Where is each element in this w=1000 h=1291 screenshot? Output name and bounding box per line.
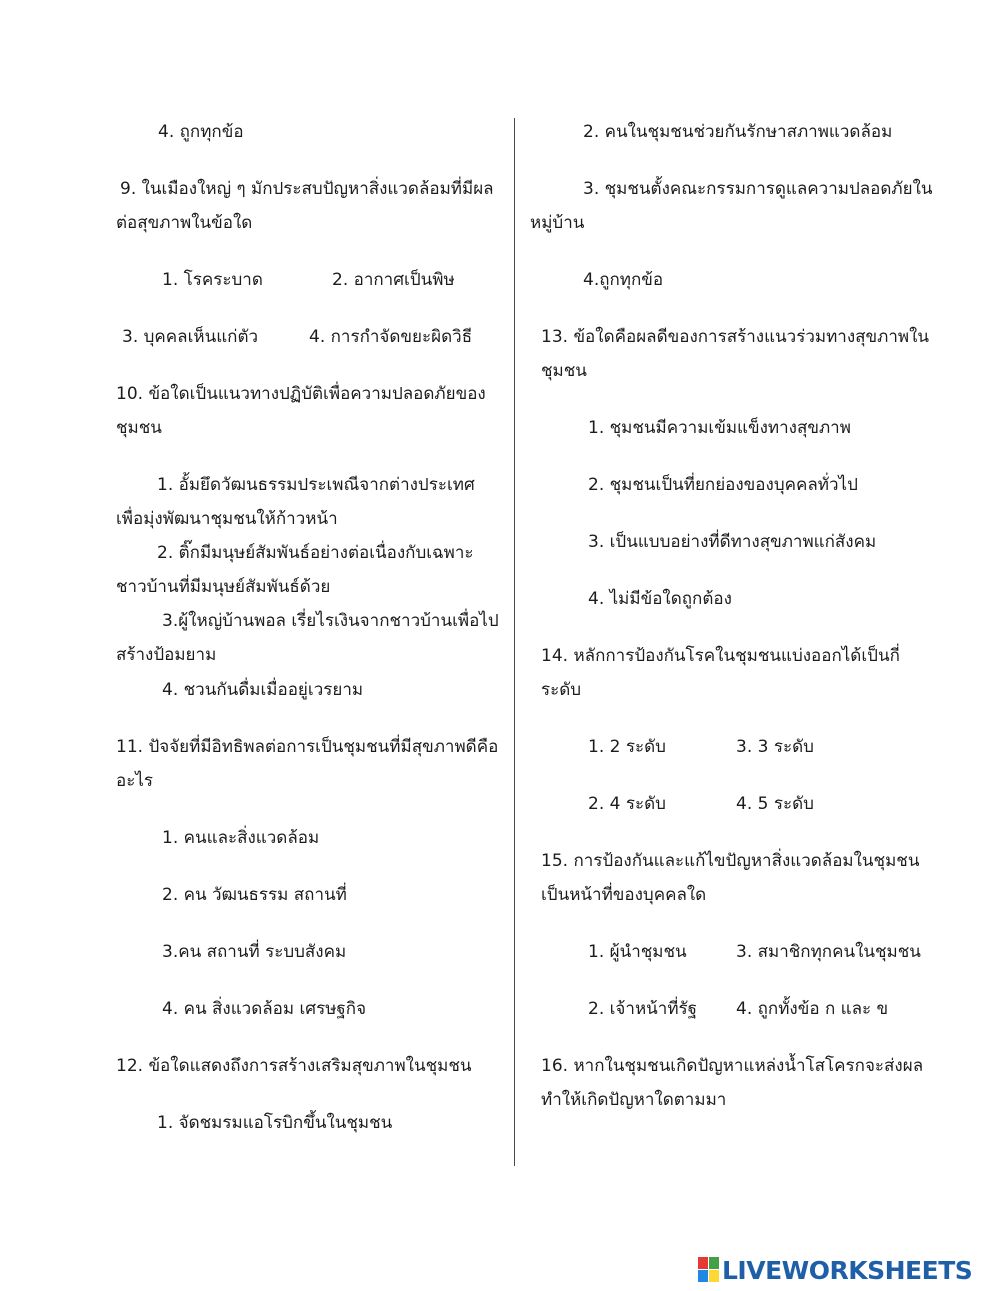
q13-question-line2: ชุมชน: [541, 361, 587, 381]
column-divider: [514, 118, 515, 1166]
q9-option-3: 3. บุคคลเห็นแก่ตัว: [122, 327, 259, 347]
q15-question-line1: 15. การป้องกันและแก้ไขปัญหาสิ่งแวดล้อมในชุมชน: [541, 851, 920, 871]
q10-option-2-line1: 2. ติ๊กมีมนุษย์สัมพันธ์อย่างต่อเนื่องกับเฉพาะ: [157, 543, 474, 563]
q11-option-2: 2. คน วัฒนธรรม สถานที่: [162, 885, 347, 905]
liveworksheets-logo-icon: [698, 1257, 720, 1283]
q12-option-4: 4.ถูกทุกข้อ: [583, 270, 664, 290]
q14-option-3: 3. 3 ระดับ: [736, 737, 814, 757]
q14-option-4: 4. 5 ระดับ: [736, 794, 814, 814]
liveworksheets-logo-text: LIVEWORKSHEETS: [722, 1255, 973, 1285]
q9-option-2: 2. อากาศเป็นพิษ: [332, 270, 455, 290]
q14-question-line1: 14. หลักการป้องกันโรคในชุมชนแบ่งออกได้เป็นกี่: [541, 646, 900, 666]
q14-option-2: 2. 4 ระดับ: [588, 794, 666, 814]
q10-option-2-line2: ชาวบ้านที่มีมนุษย์สัมพันธ์ด้วย: [116, 577, 331, 597]
q12-option-1: 1. จัดชมรมแอโรบิกขึ้นในชุมชน: [157, 1113, 393, 1133]
q14-question-line2: ระดับ: [541, 680, 582, 700]
q12-question: 12. ข้อใดแสดงถึงการสร้างเสริมสุขภาพในชุมชน: [116, 1056, 472, 1076]
q15-option-4: 4. ถูกทั้งข้อ ก และ ข: [736, 999, 889, 1019]
q15-option-2: 2. เจ้าหน้าที่รัฐ: [588, 999, 698, 1019]
q13-option-1: 1. ชุมชนมีความเข้มแข็งทางสุขภาพ: [588, 418, 851, 438]
q16-question-line2: ทำให้เกิดปัญหาใดตามมา: [541, 1090, 727, 1110]
q11-question-line1: 11. ปัจจัยที่มีอิทธิพลต่อการเป็นชุมชนที่มีสุขภาพดีคือ: [116, 737, 499, 757]
q10-option-3-line2: สร้างป้อมยาม: [116, 645, 217, 665]
q10-option-1-line2: เพื่อมุ่งพัฒนาชุมชนให้ก้าวหน้า: [116, 509, 338, 529]
q13-question-line1: 13. ข้อใดคือผลดีของการสร้างแนวร่วมทางสุขภาพใน: [541, 327, 930, 347]
q10-option-3-line1: 3.ผู้ใหญ่บ้านพอล เรี่ยไรเงินจากชาวบ้านเพื่อไป: [162, 611, 499, 631]
q14-option-1: 1. 2 ระดับ: [588, 737, 666, 757]
q11-option-1: 1. คนและสิ่งแวดล้อม: [162, 828, 320, 848]
q9-question-line2: ต่อสุขภาพในข้อใด: [116, 213, 253, 233]
q11-question-line2: อะไร: [116, 771, 154, 791]
q13-option-4: 4. ไม่มีข้อใดถูกต้อง: [588, 589, 732, 609]
q15-question-line2: เป็นหน้าที่ของบุคคลใด: [541, 885, 707, 905]
q15-option-1: 1. ผู้นำชุมชน: [588, 942, 687, 962]
q9-question-line1: 9. ในเมืองใหญ่ ๆ มักประสบปัญหาสิ่งแวดล้อมที่มีผล: [120, 179, 494, 199]
q16-question-line1: 16. หากในชุมชนเกิดปัญหาแหล่งน้ำโสโครกจะส่งผล: [541, 1056, 924, 1076]
q10-option-1-line1: 1. อั้มยึดวัฒนธรรมประเพณีจากต่างประเทศ: [157, 475, 475, 495]
q11-option-4: 4. คน สิ่งแวดล้อม เศรษฐกิจ: [162, 999, 367, 1019]
q12-option-3-line2: หมู่บ้าน: [530, 213, 585, 233]
q13-option-3: 3. เป็นแบบอย่างที่ดีทางสุขภาพแก่สังคม: [588, 532, 877, 552]
q8-option-4: 4. ถูกทุกข้อ: [158, 122, 244, 142]
q12-option-2: 2. คนในชุมชนช่วยกันรักษาสภาพแวดล้อม: [583, 122, 893, 142]
q10-question-line1: 10. ข้อใดเป็นแนวทางปฏิบัติเพื่อความปลอดภัยของ: [116, 384, 486, 404]
q10-question-line2: ชุมชน: [116, 418, 162, 438]
q9-option-4: 4. การกำจัดขยะผิดวิธี: [309, 327, 473, 347]
q13-option-2: 2. ชุมชนเป็นที่ยกย่องของบุคคลทั่วไป: [588, 475, 858, 495]
q9-option-1: 1. โรคระบาด: [162, 270, 263, 290]
q12-option-3-line1: 3. ชุมชนตั้งคณะกรรมการดูแลความปลอดภัยใน: [583, 179, 933, 199]
q11-option-3: 3.คน สถานที่ ระบบสังคม: [162, 942, 347, 962]
q15-option-3: 3. สมาชิกทุกคนในชุมชน: [736, 942, 921, 962]
q10-option-4: 4. ชวนกันดื่มเมื่ออยู่เวรยาม: [162, 680, 364, 700]
liveworksheets-logo: [698, 1253, 972, 1287]
